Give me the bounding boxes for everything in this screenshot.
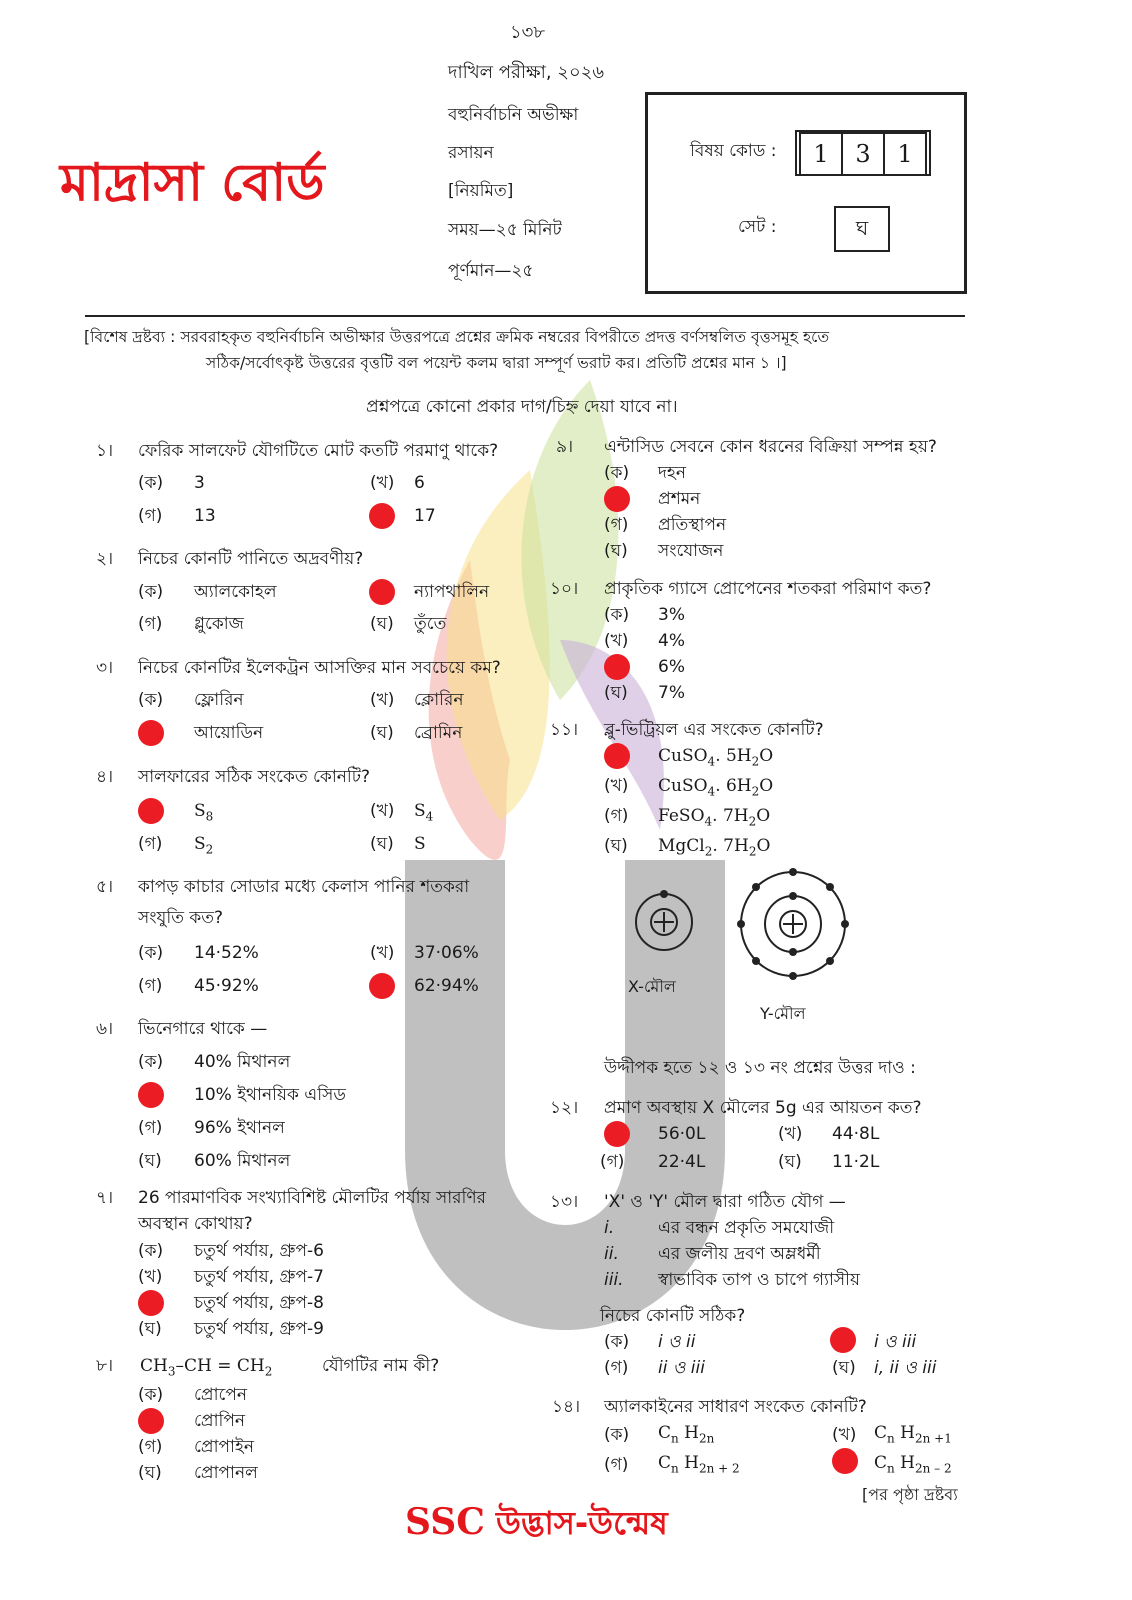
q13-opt-kha: i ও iii — [874, 1332, 917, 1352]
q2-number: ২। — [96, 549, 114, 569]
q13-opt-gha: i, ii ও iii — [874, 1358, 937, 1378]
q9-opt-gha-label: (ঘ) — [604, 541, 628, 561]
q14-opt-ka-label: (ক) — [604, 1425, 630, 1445]
q5-opt-kha-label: (খ) — [370, 943, 395, 963]
x-atom-label: X-মৌল — [628, 977, 676, 996]
y-atom-label: Y-মৌল — [760, 1004, 806, 1023]
q4-number: ৪। — [96, 767, 114, 787]
q13-number: ১৩। — [550, 1192, 579, 1212]
q11-opt-kha-label: (খ) — [604, 776, 629, 796]
q12-opt-gha-label: (ঘ) — [778, 1152, 802, 1172]
q14-opt-ga-label: (গ) — [604, 1455, 629, 1475]
q8-number: ৮। — [96, 1356, 114, 1376]
q1-opt-gha: 17 — [414, 506, 436, 526]
stimulus-text: উদ্দীপক হতে ১২ ও ১৩ নং প্রশ্নের উত্তর দাও : — [604, 1058, 916, 1078]
q5-opt-ga: 45·92% — [194, 976, 259, 996]
q10-number: ১০। — [550, 579, 579, 599]
exam-category: [নিয়মিত] — [448, 181, 514, 201]
q13-stmt-iii: স্বাভাবিক তাপ ও চাপে গ্যাসীয় — [658, 1270, 861, 1290]
code-digit-2: 3 — [841, 132, 885, 176]
q1-answer-dot — [369, 503, 395, 529]
q4-text: সালফারের সঠিক সংকেত কোনটি? — [138, 767, 371, 787]
q4-answer-dot — [138, 798, 164, 824]
q13-opt-ka-label: (ক) — [604, 1332, 630, 1352]
q6-opt-ka-label: (ক) — [138, 1052, 164, 1072]
q8-answer-dot — [138, 1408, 164, 1434]
q4-opt-kha-label: (খ) — [370, 801, 395, 821]
q2-answer-dot — [369, 579, 395, 605]
q2-opt-gha: তুঁতে — [414, 614, 447, 634]
q12-opt-kha-label: (খ) — [778, 1124, 803, 1144]
q4-opt-ka: $S_8$ — [194, 801, 214, 824]
q13-stmt-ii: এর জলীয় দ্রবণ অম্লধর্মী — [658, 1244, 821, 1264]
exam-time: সময়—২৫ মিনিট — [448, 220, 562, 240]
board-name: মাদ্রাসা বোর্ড — [60, 153, 325, 213]
q10-text: প্রাকৃতিক গ্যাসে প্রোপেনের শতকরা পরিমাণ কত? — [604, 579, 932, 599]
q13-stmt-ii-label: ii. — [604, 1244, 619, 1264]
subject-name: রসায়ন — [448, 143, 494, 163]
notice-warning: প্রশ্নপত্রে কোনো প্রকার দাগ/চিহ্ন দেয়া যাবে না। — [366, 397, 678, 417]
q10-opt-ka-label: (ক) — [604, 605, 630, 625]
notice-line-1: [বিশেষ দ্রষ্টব্য : সরবরাহকৃত বহুনির্বাচনি অভীক্ষার উত্তরপত্রে প্রশ্নের ক্রমিক নম্বরের বিপরীতে প্রদত্ত বর্ণসম্বলিত বৃত্তসমূহ হতে — [84, 328, 830, 346]
q8-text: যৌগটির নাম কী? — [322, 1356, 440, 1376]
q9-opt-kha: প্রশমন — [658, 489, 701, 509]
q14-opt-ka: $C_n$ $H_{2n}$ — [658, 1423, 715, 1446]
q8-opt-gha-label: (ঘ) — [138, 1463, 162, 1483]
q8-opt-kha: প্রোপিন — [194, 1411, 246, 1431]
q13-opt-gha-label: (ঘ) — [832, 1358, 856, 1378]
q1-opt-ga: 13 — [194, 506, 216, 526]
q9-answer-dot — [604, 486, 630, 512]
q13-answer-dot — [830, 1327, 856, 1353]
q11-opt-ga: FeSO$_4$. $7H_2O$ — [658, 806, 771, 829]
q14-answer-dot — [832, 1448, 858, 1474]
q9-number: ৯। — [556, 437, 574, 457]
q2-opt-ga: গ্লুকোজ — [194, 614, 244, 634]
q7-text-line-2: অবস্থান কোথায়? — [138, 1214, 253, 1234]
q14-opt-gha: $C_n$ $H_{2n - 2}$ — [874, 1453, 952, 1476]
q7-opt-ka: চতুর্থ পর্যায়, গ্রুপ-6 — [194, 1241, 324, 1261]
q11-answer-dot — [604, 743, 630, 769]
x-atom — [636, 894, 692, 950]
q7-opt-gha: চতুর্থ পর্যায়, গ্রুপ-9 — [194, 1319, 324, 1339]
q3-opt-gha-label: (ঘ) — [370, 723, 394, 743]
q6-opt-ka: 40% মিথানল — [194, 1052, 291, 1072]
q9-opt-gha: সংযোজন — [658, 541, 724, 561]
q4-opt-kha: $S_4$ — [414, 801, 434, 824]
q1-opt-ka-label: (ক) — [138, 473, 164, 493]
q3-opt-ka: ফ্লোরিন — [194, 690, 244, 710]
q10-opt-ga: 6% — [658, 657, 685, 677]
q1-opt-ka: 3 — [194, 473, 205, 493]
q1-opt-ga-label: (গ) — [138, 506, 163, 526]
q9-opt-ga-label: (গ) — [604, 515, 629, 535]
subject-code-label: বিষয় কোড : — [690, 141, 777, 161]
q1-text: ফেরিক সালফেট যৌগটিতে মোট কতটি পরমাণু থাকে? — [138, 441, 499, 461]
q2-opt-ga-label: (গ) — [138, 614, 163, 634]
q13-stmt-i-label: i. — [604, 1218, 615, 1238]
q11-text: ব্লু-ভিট্রিয়ল এর সংকেত কোনটি? — [604, 720, 824, 740]
q13-question: নিচের কোনটি সঠিক? — [600, 1306, 746, 1326]
q2-opt-ka: অ্যালকোহল — [194, 582, 277, 602]
q6-answer-dot — [138, 1082, 164, 1108]
q5-opt-ka: 14·52% — [194, 943, 259, 963]
q10-opt-ka: 3% — [658, 605, 685, 625]
q1-opt-kha-label: (খ) — [370, 473, 395, 493]
q11-opt-ga-label: (গ) — [604, 806, 629, 826]
q3-opt-gha: ব্রোমিন — [414, 723, 463, 743]
q3-opt-kha-label: (খ) — [370, 690, 395, 710]
q5-opt-kha: 37·06% — [414, 943, 479, 963]
q11-number: ১১। — [550, 720, 579, 740]
q8-opt-gha: প্রোপানল — [194, 1463, 258, 1483]
set-label: সেট : — [738, 217, 777, 237]
q7-opt-ga: চতুর্থ পর্যায়, গ্রুপ-8 — [194, 1293, 324, 1313]
q7-answer-dot — [138, 1290, 164, 1316]
q12-opt-gha: 11·2L — [832, 1152, 880, 1172]
q3-opt-ga: আয়োডিন — [194, 723, 264, 743]
q5-text-line-1: কাপড় কাচার সোডার মধ্যে কেলাস পানির শতকরা — [138, 877, 470, 897]
q5-number: ৫। — [96, 877, 114, 897]
q12-opt-kha: 44·8L — [832, 1124, 880, 1144]
q6-text: ভিনেগারে থাকে — — [138, 1019, 268, 1039]
q4-opt-ga: $S_2$ — [194, 834, 214, 857]
q6-opt-ga: 96% ইথানল — [194, 1118, 285, 1138]
q13-opt-ga: ii ও iii — [658, 1358, 705, 1378]
q13-stmt-i: এর বন্ধন প্রকৃতি সমযোজী — [658, 1218, 835, 1238]
code-digit-1: 1 — [799, 132, 843, 176]
q11-opt-gha: MgCl$_2$. $7H_2O$ — [658, 836, 771, 859]
q4-opt-gha: S — [414, 834, 426, 854]
q14-opt-kha: $C_n$ $H_{2n +1}$ — [874, 1423, 952, 1446]
q2-text: নিচের কোনটি পানিতে অদ্রবণীয়? — [138, 549, 364, 569]
q5-opt-ka-label: (ক) — [138, 943, 164, 963]
set-value: ঘ — [834, 206, 890, 252]
q9-opt-ka-label: (ক) — [604, 463, 630, 483]
q13-opt-ga-label: (গ) — [604, 1358, 629, 1378]
exam-title: দাখিল পরীক্ষা, ২০২৬ — [448, 62, 605, 83]
q1-number: ১। — [96, 441, 114, 461]
q9-opt-ga: প্রতিস্থাপন — [658, 515, 727, 535]
header-divider — [85, 315, 965, 317]
q7-opt-ka-label: (ক) — [138, 1241, 164, 1261]
q13-text: 'X' ও 'Y' মৌল দ্বারা গঠিত যৌগ — — [604, 1192, 846, 1212]
q8-opt-ka: প্রোপেন — [194, 1385, 248, 1405]
q6-opt-gha-label: (ঘ) — [138, 1151, 162, 1171]
notice-line-2: সঠিক/সর্বোৎকৃষ্ট উত্তরের বৃত্তটি বল পয়েন্ট কলম দ্বারা সম্পূর্ণ ভরাট কর। প্রতিটি প্রশ্নের মান ১ ।] — [206, 354, 787, 372]
atom-diagram — [620, 868, 860, 988]
q12-number: ১২। — [550, 1098, 579, 1118]
q2-opt-kha: ন্যাপথালিন — [414, 582, 490, 602]
footer-brand-ssc: SSC — [405, 1501, 485, 1543]
footer-brand-name: উদ্ভাস-উন্মেষ — [484, 1504, 668, 1542]
q3-answer-dot — [138, 720, 164, 746]
q7-opt-kha: চতুর্থ পর্যায়, গ্রুপ-7 — [194, 1267, 324, 1287]
q3-opt-kha: ক্লোরিন — [414, 690, 464, 710]
q14-opt-ga: $C_n$ $H_{2n + 2}$ — [658, 1453, 740, 1476]
q5-text-line-2: সংযুতি কত? — [138, 908, 224, 928]
q9-text: এন্টাসিড সেবনে কোন ধরনের বিক্রিয়া সম্পন্ন হয়? — [604, 437, 937, 457]
q10-opt-gha-label: (ঘ) — [604, 683, 628, 703]
q11-opt-gha-label: (ঘ) — [604, 836, 628, 856]
q12-opt-ga: 22·4L — [658, 1152, 706, 1172]
q6-opt-gha: 60% মিথানল — [194, 1151, 291, 1171]
q5-opt-ga-label: (গ) — [138, 976, 163, 996]
code-digit-3: 1 — [883, 132, 927, 176]
next-page-note: [পর পৃষ্ঠা দ্রষ্টব্য — [862, 1485, 958, 1504]
page-number: ১৩৮ — [510, 22, 546, 43]
q14-opt-kha-label: (খ) — [832, 1425, 857, 1445]
q11-opt-kha: CuSO$_4$. $6H_2O$ — [658, 776, 774, 799]
q8-opt-ga: প্রোপাইন — [194, 1437, 254, 1457]
q13-stmt-iii-label: iii. — [604, 1270, 624, 1290]
q3-text: নিচের কোনটির ইলেকট্রন আসক্তির মান সবচেয়ে কম? — [138, 658, 501, 678]
q5-answer-dot — [369, 973, 395, 999]
q11-opt-ka: CuSO$_4$. $5H_2O$ — [658, 746, 774, 769]
q8-formula: $CH_3-CH = CH_2$ — [140, 1356, 273, 1379]
q8-opt-ka-label: (ক) — [138, 1385, 164, 1405]
footer-brand — [405, 1500, 668, 1545]
q4-opt-gha-label: (ঘ) — [370, 834, 394, 854]
q10-answer-dot — [604, 654, 630, 680]
q7-text-line-1: 26 পারমাণবিক সংখ্যাবিশিষ্ট মৌলটির পর্যায় সারণির — [138, 1188, 486, 1208]
subject-code-box — [645, 92, 967, 294]
x-atom-electron — [660, 890, 668, 898]
q2-opt-ka-label: (ক) — [138, 582, 164, 602]
q6-number: ৬। — [96, 1019, 114, 1039]
q14-text: অ্যালকাইনের সাধারণ সংকেত কোনটি? — [604, 1397, 867, 1417]
q12-answer-dot — [604, 1121, 630, 1147]
q12-opt-ka: 56·0L — [658, 1124, 706, 1144]
q14-number: ১৪। — [552, 1397, 581, 1417]
q7-opt-gha-label: (ঘ) — [138, 1319, 162, 1339]
q6-opt-kha: 10% ইথানয়িক এসিড — [194, 1085, 346, 1105]
q10-opt-kha: 4% — [658, 631, 685, 651]
q7-number: ৭। — [96, 1188, 114, 1208]
q9-opt-ka: দহন — [658, 463, 687, 483]
q3-number: ৩। — [96, 658, 114, 678]
q12-opt-ga-label: (গ) — [600, 1152, 625, 1172]
q3-opt-ka-label: (ক) — [138, 690, 164, 710]
q2-opt-gha-label: (ঘ) — [370, 614, 394, 634]
q5-opt-gha: 62·94% — [414, 976, 479, 996]
q7-opt-kha-label: (খ) — [138, 1267, 163, 1287]
q6-opt-ga-label: (গ) — [138, 1118, 163, 1138]
q8-opt-ga-label: (গ) — [138, 1437, 163, 1457]
q10-opt-kha-label: (খ) — [604, 631, 629, 651]
q1-opt-kha: 6 — [414, 473, 425, 493]
q13-opt-ka: i ও ii — [658, 1332, 696, 1352]
q10-opt-gha: 7% — [658, 683, 685, 703]
exam-type: বহুনির্বাচনি অভীক্ষা — [448, 105, 579, 125]
q12-text: প্রমাণ অবস্থায় X মৌলের 5g এর আয়তন কত? — [604, 1098, 922, 1118]
q4-opt-ga-label: (গ) — [138, 834, 163, 854]
full-marks: পূর্ণমান—২৫ — [448, 261, 534, 281]
